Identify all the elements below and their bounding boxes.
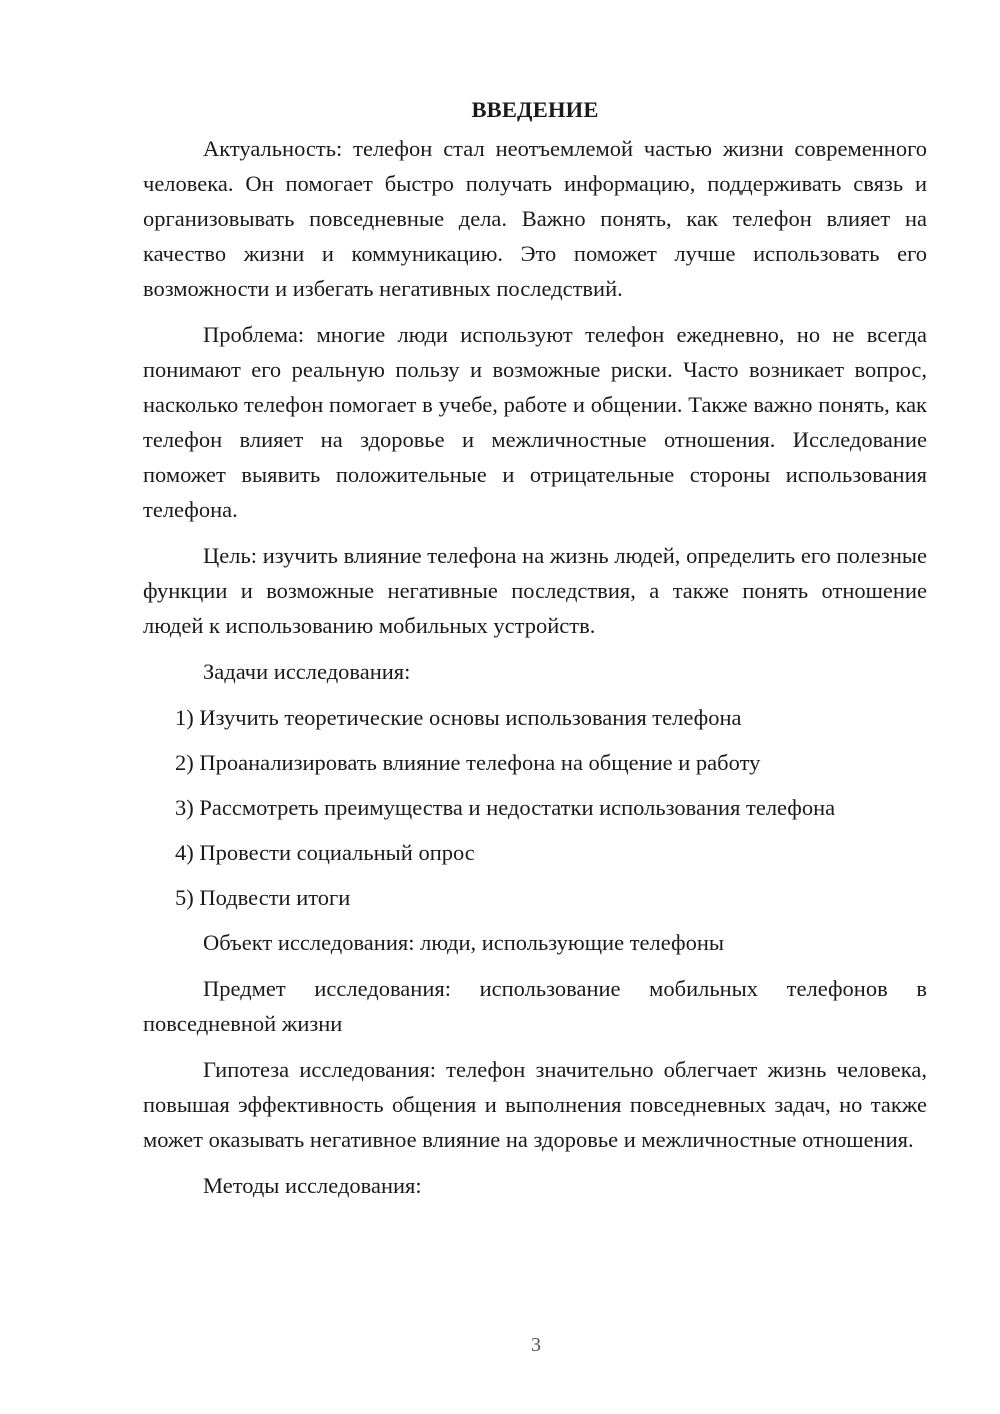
tasks-heading: Задачи исследования: [203,659,411,684]
list-item-task-3: 3) Рассмотреть преимущества и недостатки использования телефона [175,795,836,820]
paragraph-object: Объект исследования: люди, использующие телефоны [203,930,724,955]
list-item-task-4: 4) Провести социальный опрос [175,840,475,865]
paragraph-subject: Предмет исследования: использование мобильных телефонов в повседневной жизни [143,976,927,1036]
list-item-task-5: 5) Подвести итоги [175,885,351,910]
methods-heading: Методы исследования: [203,1173,422,1198]
list-item-task-1: 1) Изучить теоретические основы использования телефона [175,705,742,730]
paragraph-goal: Цель: изучить влияние телефона на жизнь людей, определить его полезные функции и возможные негативные последствия, а также понять отношение людей к использованию мобильных устройств. [143,543,927,638]
paragraph-hypothesis: Гипотеза исследования: телефон значительно облегчает жизнь человека, повышая эффективность общения и выполнения повседневных задач, но также может оказывать негативное влияние на здоровье и межличностные отношения. [143,1057,927,1152]
list-item-task-2: 2) Проанализировать влияние телефона на общение и работу [175,750,761,775]
document-page [143,92,927,1214]
paragraph-relevance: Актуальность: телефон стал неотъемлемой частью жизни современного человека. Он помогает быстро получать информацию, поддерживать связь и организовывать повседневные дела. Важно понять, как телефон влияет на качество жизни и коммуникацию. Это поможет лучше использовать его возможности и избегать негативных последствий. [143,136,927,301]
tasks-list [143,700,927,915]
page-number: 3 [531,1334,541,1356]
paragraph-problem: Проблема: многие люди используют телефон ежедневно, но не всегда понимают его реальную пользу и возможные риски. Часто возникает вопрос, насколько телефон помогает в учебе, работе и общении. Также важно понять, как телефон влияет на здоровье и межличностные отношения. Исследование поможет выявить положительные и отрицательные стороны использования телефона. [143,322,927,522]
section-title: ВВЕДЕНИЕ [471,97,599,122]
